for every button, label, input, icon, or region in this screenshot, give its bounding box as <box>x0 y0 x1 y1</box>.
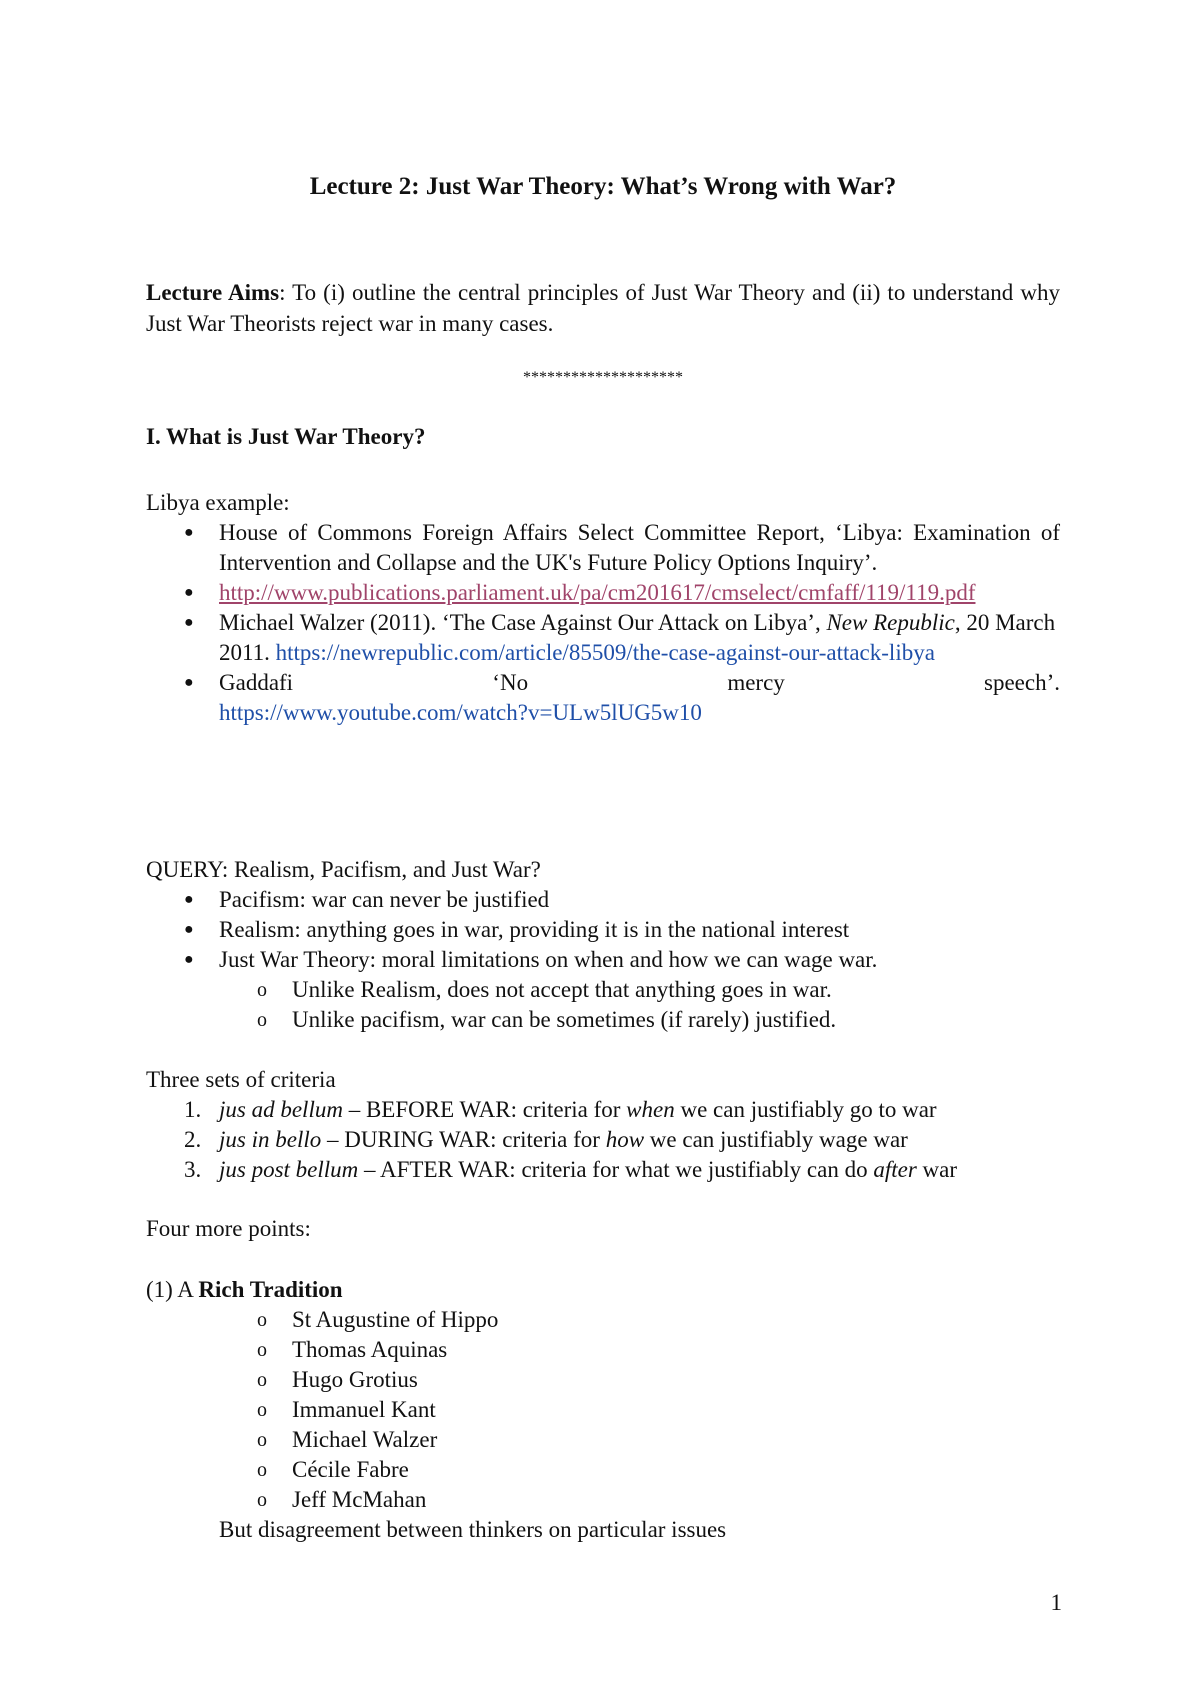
bullet-icon: ● <box>184 524 194 541</box>
criteria-text: – AFTER WAR: criteria for what we justifiably can do <box>358 1157 874 1182</box>
criteria-emphasis: after <box>873 1157 917 1182</box>
list-item <box>146 975 1060 1005</box>
thinker-name: Jeff McMahan <box>292 1487 427 1512</box>
query-item-text: Pacifism: war can never be justified <box>219 887 550 912</box>
page-title: Lecture 2: Just War Theory: What’s Wrong with War? <box>309 173 897 200</box>
criteria-term: jus ad bellum <box>219 1097 343 1122</box>
criteria-term: jus in bello <box>219 1127 322 1152</box>
list-item <box>146 1365 1060 1395</box>
libya-intro: Libya example: <box>146 490 290 515</box>
four-points: Four more points: <box>146 1216 311 1241</box>
criteria-text: – DURING WAR: criteria for <box>321 1127 606 1152</box>
criteria-text: we can justifiably wage war <box>644 1127 908 1152</box>
lecture-aims-label: Lecture Aims <box>146 280 280 305</box>
thinker-name: Cécile Fabre <box>292 1457 409 1482</box>
sub-bullet-icon: o <box>257 1489 267 1511</box>
list-item <box>146 608 1060 668</box>
lecture-aims-text: : To (i) outline the central principles of Just War Theory and (ii) to understand why Just War Theorists reject war in many cases. <box>146 280 1060 336</box>
bullet-icon: ● <box>184 614 194 631</box>
query-item-text: Just War Theory: moral limitations on when and how we can wage war. <box>219 947 878 972</box>
sub-bullet-icon: o <box>257 1369 267 1391</box>
sub-bullet-icon: o <box>257 1309 267 1331</box>
tradition-note: But disagreement between thinkers on particular issues <box>219 1517 727 1542</box>
thinker-name: Immanuel Kant <box>292 1397 436 1422</box>
sub-bullet-icon: o <box>257 979 267 1001</box>
sub-bullet-icon: o <box>257 1429 267 1451</box>
tradition-prefix: (1) A <box>146 1277 199 1302</box>
walzer-date: , 20 March 2011. <box>219 610 1056 665</box>
list-number: 3. <box>184 1157 202 1182</box>
parliament-report-link[interactable]: http://www.publications.parliament.uk/pa/cm201617/cmselect/cmfaff/119/119.pdf <box>219 580 976 605</box>
list-item <box>146 1485 1060 1515</box>
list-item <box>146 668 1060 728</box>
criteria-emphasis: how <box>605 1127 645 1152</box>
gaddafi-text: Gaddafi ‘No mercy speech’. <box>219 670 1060 695</box>
libya-item-text: House of Commons Foreign Affairs Select Committee Report, ‘Libya: Examination of Intervention and Collapse and the UK's Future Policy Options Inquiry’. <box>219 520 1060 575</box>
bullet-icon: ● <box>184 584 194 601</box>
criteria-text: we can justifiably go to war <box>674 1097 937 1122</box>
thinker-name: St Augustine of Hippo <box>292 1307 499 1332</box>
list-item <box>146 885 1060 915</box>
lecture-aims <box>146 277 1060 339</box>
bullet-icon: ● <box>184 674 194 691</box>
query-subitem-text: Unlike pacifism, war can be sometimes (if rarely) justified. <box>292 1007 837 1032</box>
list-item <box>146 1005 1060 1035</box>
query-sublist <box>146 975 1060 1035</box>
bullet-icon: ● <box>184 891 194 908</box>
criteria-text: – BEFORE WAR: criteria for <box>342 1097 627 1122</box>
criteria-text: war <box>916 1157 958 1182</box>
list-item <box>146 1095 1060 1125</box>
list-number: 2. <box>184 1127 202 1152</box>
query-intro: QUERY: Realism, Pacifism, and Just War? <box>146 857 541 882</box>
thinkers-list <box>146 1305 1060 1515</box>
criteria-term: jus post bellum <box>219 1157 359 1182</box>
list-item <box>146 578 1060 608</box>
bullet-icon: ● <box>184 951 194 968</box>
query-subitem-text: Unlike Realism, does not accept that anything goes in war. <box>292 977 832 1002</box>
list-item <box>146 1155 1060 1185</box>
walzer-citation: Michael Walzer (2011). ‘The Case Against Our Attack on Libya’, <box>219 610 827 635</box>
list-item <box>146 1395 1060 1425</box>
tradition-heading <box>146 1275 343 1305</box>
list-item <box>146 1305 1060 1335</box>
list-item <box>146 1425 1060 1455</box>
list-item <box>146 518 1060 578</box>
list-item <box>146 1335 1060 1365</box>
list-item <box>146 945 1060 975</box>
journal-name: New Republic <box>826 610 955 635</box>
query-item-text: Realism: anything goes in war, providing it is in the national interest <box>219 917 850 942</box>
list-item <box>146 915 1060 945</box>
section-heading: I. What is Just War Theory? <box>146 424 426 449</box>
libya-list <box>146 518 1060 728</box>
sub-bullet-icon: o <box>257 1459 267 1481</box>
query-list <box>146 885 1060 975</box>
tradition-bold: Rich Tradition <box>198 1277 343 1302</box>
new-republic-link[interactable]: https://newrepublic.com/article/85509/the-case-against-our-attack-libya <box>275 640 935 665</box>
youtube-link[interactable]: https://www.youtube.com/watch?v=ULw5lUG5w10 <box>219 700 702 725</box>
sub-bullet-icon: o <box>257 1399 267 1421</box>
sub-bullet-icon: o <box>257 1009 267 1031</box>
thinker-name: Hugo Grotius <box>292 1367 418 1392</box>
list-number: 1. <box>184 1097 202 1122</box>
thinker-name: Michael Walzer <box>292 1427 438 1452</box>
bullet-icon: ● <box>184 921 194 938</box>
sub-bullet-icon: o <box>257 1339 267 1361</box>
separator: ******************** <box>523 369 683 386</box>
list-item <box>146 1455 1060 1485</box>
criteria-emphasis: when <box>626 1097 675 1122</box>
criteria-intro: Three sets of criteria <box>146 1067 336 1092</box>
criteria-list <box>146 1095 1060 1185</box>
page-number: 1 <box>1050 1590 1062 1615</box>
thinker-name: Thomas Aquinas <box>292 1337 448 1362</box>
list-item <box>146 1125 1060 1155</box>
